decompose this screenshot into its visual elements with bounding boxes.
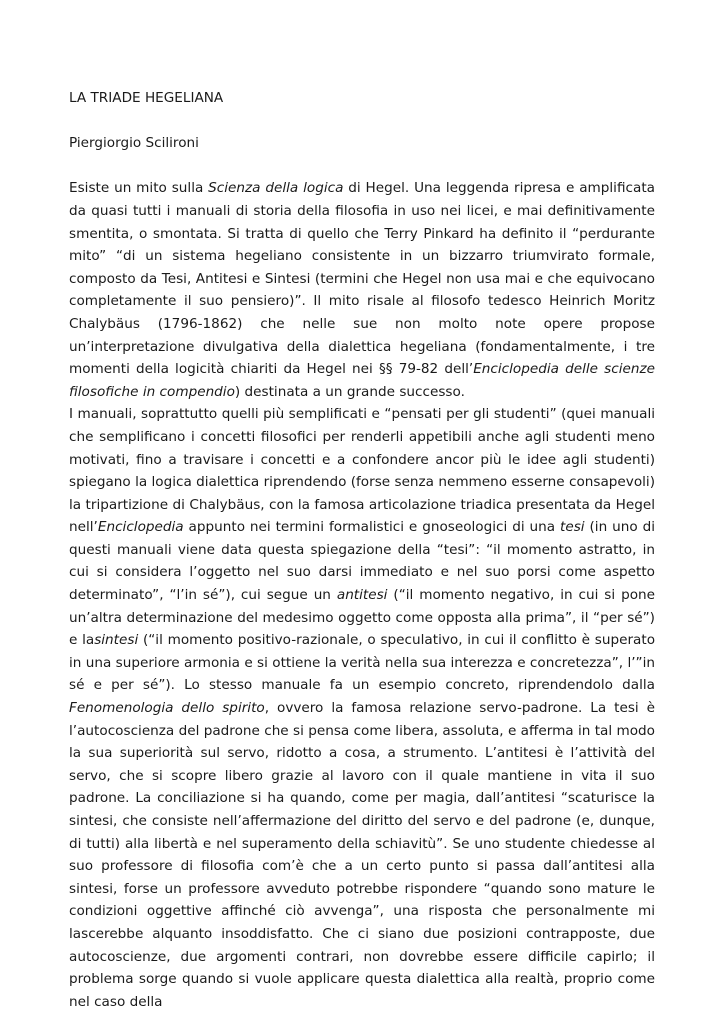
- document-title: LA TRIADE HEGELIANA: [69, 90, 224, 106]
- italic-title-enciclopedia-scienze-filosofiche: Enciclopedia delle scienze filosofiche in compendio: [69, 361, 655, 400]
- text-run: (in uno di questi manuali viene data questa spiegazione della “tesi”: “il momento astratto, in cui si considera l’oggetto nel suo darsi immediato e nel suo porsi come aspetto determinato”, “l’in sé”), cui segue un: [69, 519, 655, 604]
- paragraph-1: [69, 177, 655, 403]
- text-run: di Hegel. Una leggenda ripresa e amplificata da quasi tutti i manuali di storia della filosofia in uso nei licei, e mai definitivamente smentita, o smontata. Si tratta di quello che Terry Pinkard ha definito il “perdurante mito” “di un sistema hegeliano consistente in un bizzarro triumvirato formale, composto da Tesi, Antitesi e Sintesi (termini che Hegel non usa mai e che equivocano completamente il suo pensiero)”. Il mito risale al filosofo tedesco Heinrich Moritz Chalybäus (1796-1862) che nelle sue non molto note opere propose un’interpretazione divulgativa della dialettica hegeliana (fondamentalmente, i tre momenti della logicità chiariti da Hegel nei §§ 79-82 dell’: [69, 180, 655, 378]
- italic-tesi: tesi: [560, 519, 585, 536]
- text-run: (“il momento negativo, in cui si pone un’altra determinazione del medesimo oggetto come opposta alla prima”, il “per sé”) e la: [69, 587, 656, 649]
- italic-fenomenologia-dello-spirito: Fenomenologia dello spirito: [69, 700, 265, 717]
- text-run: appunto nei termini formalistici e gnoseologici di una: [183, 519, 561, 536]
- text-run: (“il momento positivo-razionale, o speculativo, in cui il conflitto è superato in una superiore armonia e si ottiene la verità nella sua interezza e concretezza”, l’”in sé e per sé”). Lo stesso manuale fa un esempio concreto, riprendendolo dalla: [69, 632, 656, 694]
- text-run: Esiste un mito sulla: [69, 180, 209, 197]
- italic-enciclopedia: Enciclopedia: [97, 519, 184, 536]
- paragraph-2: [69, 403, 655, 1013]
- document-page: [69, 87, 655, 1013]
- italic-sintesi: sintesi: [94, 632, 139, 649]
- italic-antitesi: antitesi: [336, 587, 388, 604]
- text-run: , ovvero la famosa relazione servo-padrone. La tesi è l’autocoscienza del padrone che si pensa come libera, assoluta, e afferma in tal modo la sua superiorità sul servo, ridotto a cosa, a strumento. L’antitesi è l’attività del servo, che si scopre libero grazie al lavoro con il quale mantiene in vita il suo padrone. La conciliazione si ha quando, come per magia, dall’antitesi “scaturisce la sintesi, che consiste nell’affermazione del diritto del servo e del padrone (e, dunque, di tutti) alla libertà e nel superamento della schiavitù”. Se uno studente chiedesse al suo professore di filosofia com’è che a un certo punto si passa dall’antitesi alla sintesi, forse un professore avveduto potrebbe rispondere “quando sono mature le condizioni oggettive affinché ciò avvenga”, una risposta che personalmente mi lascerebbe alquanto insoddisfatto. Che ci siano due posizioni contrapposte, due autocoscienze, due argomenti contrari, non dovrebbe essere difficile capirlo; il problema sorge quando si vuole applicare questa dialettica alla realtà, proprio come nel caso della: [69, 700, 655, 1010]
- text-run: ) destinata a un grande successo.: [234, 383, 465, 400]
- document-author: Piergiorgio Scilironi: [69, 135, 199, 152]
- text-run: I manuali, soprattutto quelli più semplificati e “pensati per gli studenti” (quei manuali che semplificano i concetti filosofici per renderli appetibili anche agli studenti meno motivati, fino a travisare i concetti e a confondere ancor più le idee agli studenti) spiegano la logica dialettica riprendendo (forse senza nemmeno esserne consapevoli) la tripartizione di Chalybäus, con la famosa articolazione triadica presentata da Hegel nell’: [69, 406, 655, 536]
- italic-title-scienza-della-logica: Scienza della logica: [208, 180, 344, 197]
